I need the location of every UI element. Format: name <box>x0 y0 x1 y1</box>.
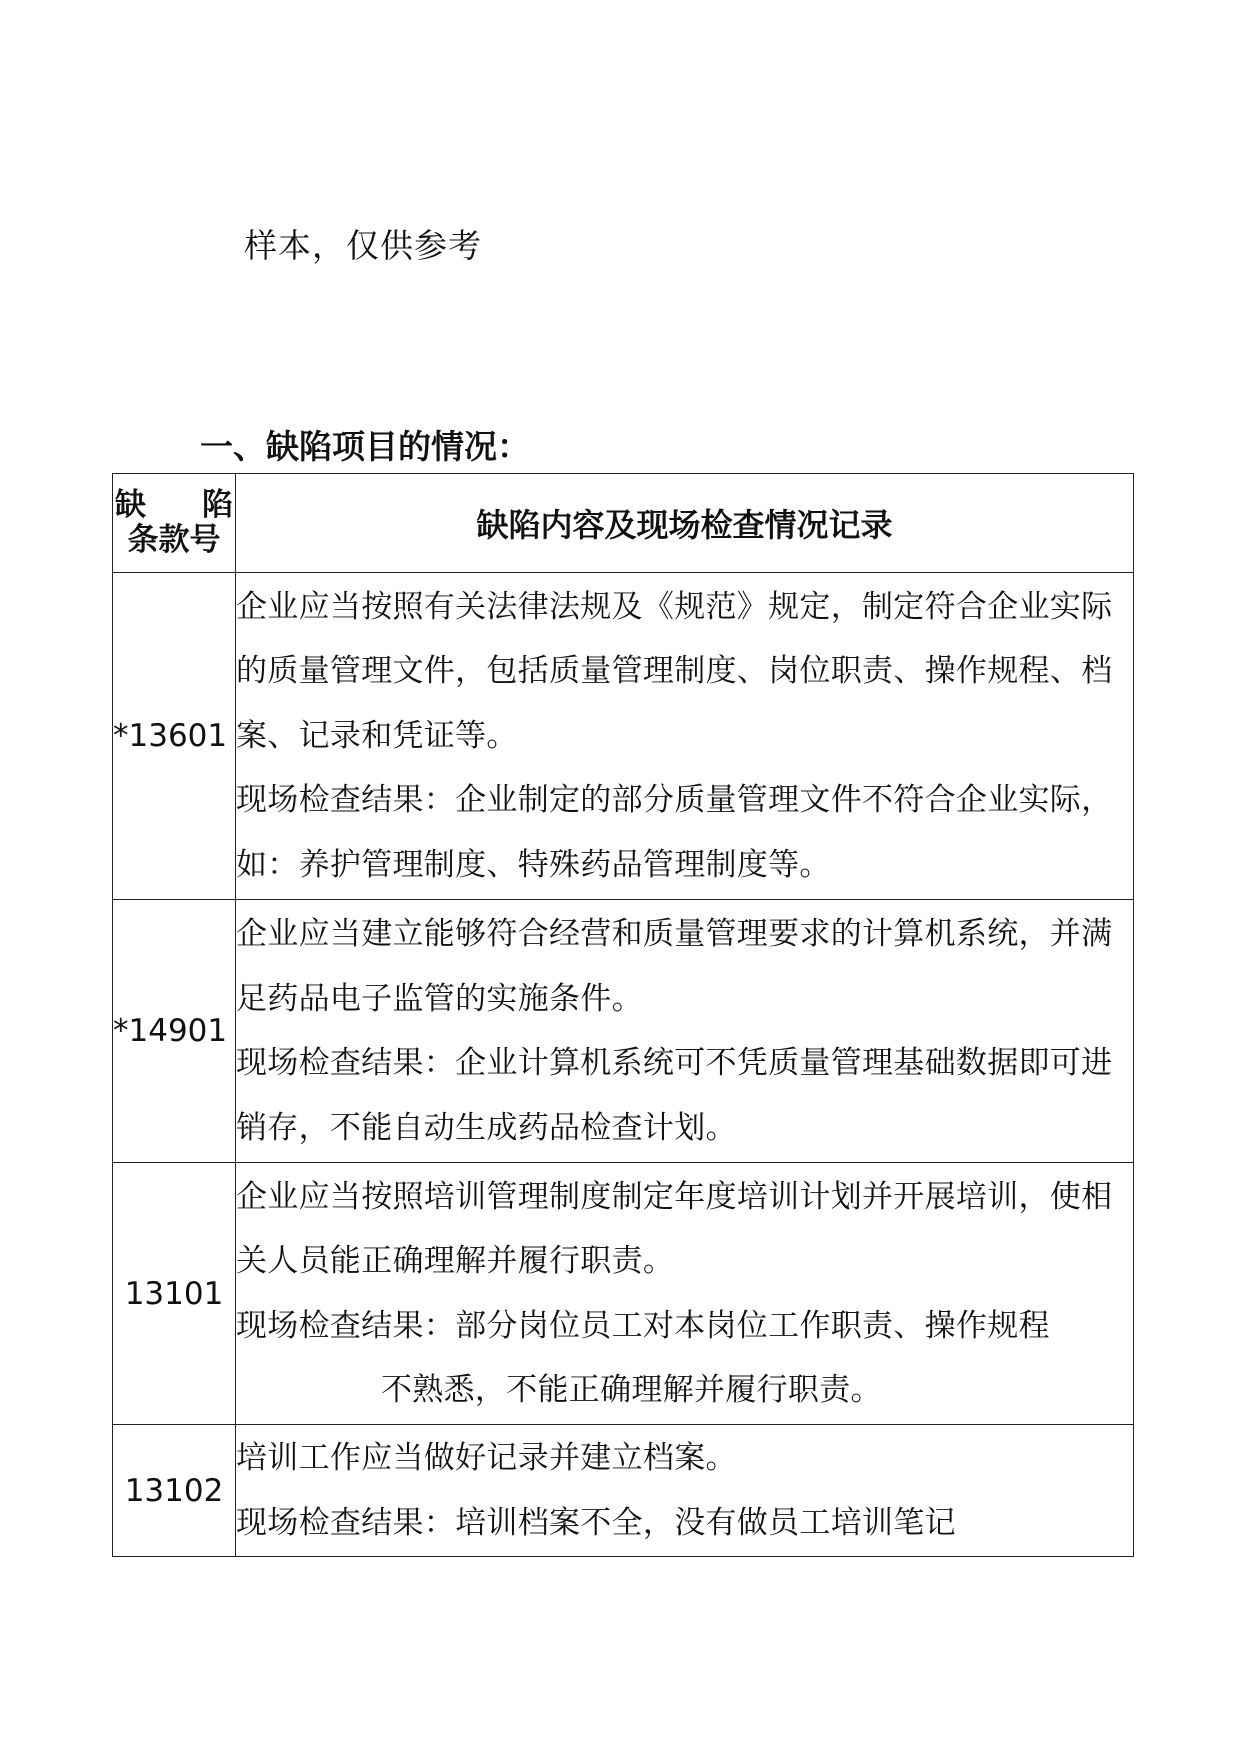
header-clause-char-1: 缺 <box>115 487 146 523</box>
defect-content <box>236 573 1134 900</box>
header-clause-number <box>113 474 236 573</box>
header-clause-line-2: 条款号 <box>127 522 221 558</box>
table-row <box>113 1163 1134 1425</box>
header-clause-char-2: 陷 <box>202 487 233 523</box>
table-row <box>113 1425 1134 1557</box>
clause-code: 13102 <box>113 1425 236 1557</box>
defects-table <box>112 473 1134 1557</box>
clause-code: *13601 <box>113 573 236 900</box>
table-header-row <box>113 474 1134 573</box>
finding-text: 现场检查结果：企业制定的部分质量管理文件不符合企业实际，如：养护管理制度、特殊药品管理制度等。 <box>236 782 1113 883</box>
finding-text: 现场检查结果：企业计算机系统可不凭质量管理基础数据即可进销存，不能自动生成药品检查计划。 <box>236 1045 1113 1146</box>
table-row <box>113 573 1134 900</box>
finding-text-continued: 不熟悉，不能正确理解并履行职责。 <box>381 1372 882 1408</box>
defect-content <box>236 1163 1134 1425</box>
clause-code: 13101 <box>113 1163 236 1425</box>
header-defect-content: 缺陷内容及现场检查情况记录 <box>236 474 1134 573</box>
requirement-text: 企业应当按照培训管理制度制定年度培训计划并开展培训，使相关人员能正确理解并履行职责。 <box>236 1178 1113 1279</box>
finding-text: 现场检查结果：部分岗位员工对本岗位工作职责、操作规程 <box>236 1307 1050 1344</box>
section-heading: 一、缺陷项目的情况： <box>200 427 530 466</box>
table-row <box>113 900 1134 1163</box>
finding-text: 现场检查结果：培训档案不全，没有做员工培训笔记 <box>236 1504 956 1541</box>
clause-code: *14901 <box>113 900 236 1163</box>
defect-content <box>236 900 1134 1163</box>
requirement-text: 企业应当建立能够符合经营和质量管理要求的计算机系统，并满足药品电子监管的实施条件。 <box>236 916 1113 1017</box>
requirement-text: 企业应当按照有关法律法规及《规范》规定，制定符合企业实际的质量管理文件，包括质量管理制度、岗位职责、操作规程、档案、记录和凭证等。 <box>236 588 1113 754</box>
requirement-text: 培训工作应当做好记录并建立档案。 <box>236 1440 737 1476</box>
defect-content <box>236 1425 1134 1557</box>
sample-note: 样本，仅供参考 <box>244 226 482 265</box>
